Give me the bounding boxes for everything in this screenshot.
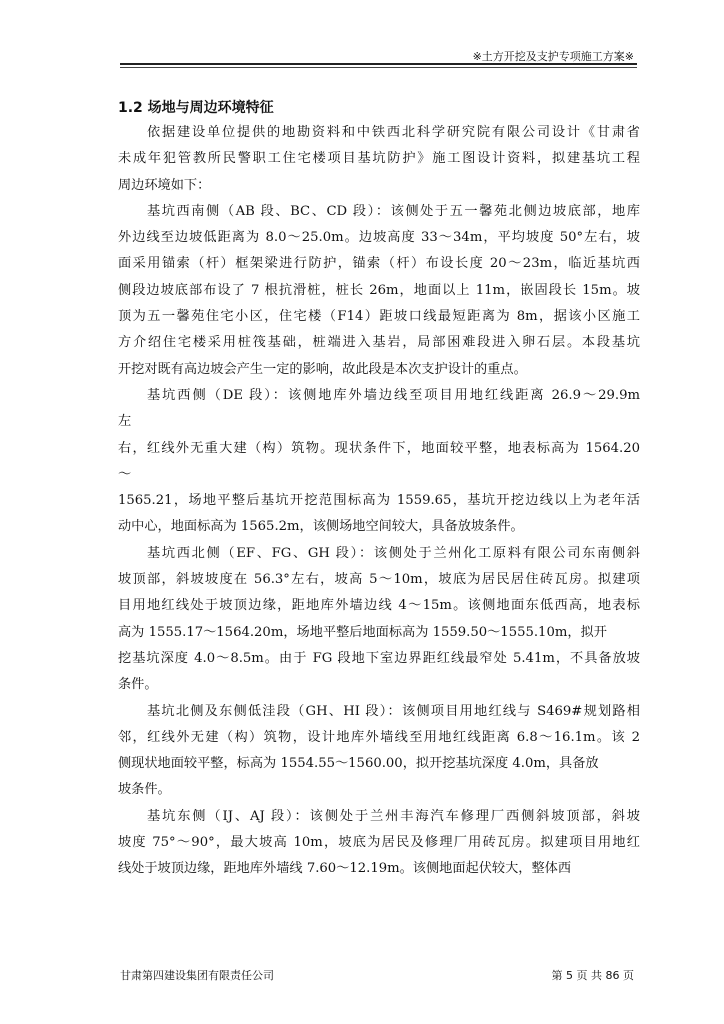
- header-title: ※土方开挖及支护专项施工方案※: [472, 50, 634, 63]
- footer-company: 甘肃第四建设集团有限责任公司: [120, 969, 274, 982]
- text-line: 外边线至边坡低距离为 8.0～25.0m。边坡高度 33～34m，平均坡度 50°左右，坡: [118, 230, 640, 246]
- footer-page-number: 第 5 页 共 86 页: [551, 969, 634, 982]
- text-line: 顶为五一馨苑住宅小区，住宅楼（F14）距坡口线最短距离为 8m，据该小区施工: [118, 309, 640, 325]
- text-line: 高为 1555.17～1564.20m，场地平整后地面标高为 1559.50～1555.10m，拟开: [118, 624, 607, 640]
- text-line: 侧现状地面较平整，标高为 1554.55～1560.00，拟开挖基坑深度 4.0m，具备放: [118, 756, 599, 772]
- text-line: 目用地红线处于坡顶边缘，距地库外墙边线 4～15m。该侧地面东低西高，地表标: [118, 598, 640, 614]
- text-line: 坡条件。: [118, 782, 171, 798]
- text-line: 坡顶部，斜坡坡度在 56.3°左右，坡高 5～10m，坡底为居民居住砖瓦房。拟建项: [118, 572, 640, 588]
- text-line: 动中心，地面标高为 1565.2m，该侧场地空间较大，具备放坡条件。: [118, 519, 524, 535]
- header-rule-thin: [120, 67, 637, 68]
- text-line: 未成年犯管教所民警职工住宅楼项目基坑防护》施工图设计资料，拟建基坑工程: [118, 151, 640, 167]
- text-line: 周边环境如下：: [118, 177, 211, 193]
- text-line: 基坑西南侧（AB 段、BC、CD 段）：该侧处于五一馨苑北侧边坡底部，地库: [147, 203, 640, 219]
- text-line: 开挖对既有高边坡会产生一定的影响，故此段是本次支护设计的重点。: [118, 361, 527, 377]
- text-line: 线处于坡顶边缘，距地库外墙线 7.60～12.19m。该侧地面起伏较大，整体西: [118, 861, 572, 877]
- header-rule: [120, 63, 637, 65]
- section-heading: 1.2 场地与周边环境特征: [118, 100, 274, 116]
- text-line: 基坑西北侧（EF、FG、GH 段）：该侧处于兰州化工原料有限公司东南侧斜: [147, 545, 640, 561]
- text-line: ～: [118, 466, 132, 482]
- text-line: 基坑西侧（DE 段）：该侧地库外墙边线至项目用地红线距离 26.9～29.9m: [147, 387, 640, 403]
- text-line: 依据建设单位提供的地勘资料和中铁西北科学研究院有限公司设计《甘肃省: [147, 125, 640, 140]
- main-content: [118, 98, 640, 883]
- text-line: 邻，红线外无建（构）筑物，设计地库外墙线至用地红线距离 6.8～16.1m。该 2: [118, 729, 640, 745]
- text-line: 侧段边坡底部布设了 7 根抗滑桩，桩长 26m，地面以上 11m，嵌固段长 15m。坡: [118, 282, 640, 298]
- text-line: 右，红线外无重大建（构）筑物。现状条件下，地面较平整，地表标高为 1564.20: [118, 440, 640, 456]
- text-line: 坡度 75°～90°，最大坡高 10m，坡底为居民及修理厂用砖瓦房。拟建项目用地红: [118, 835, 640, 851]
- text-line: 挖基坑深度 4.0～8.5m。由于 FG 段地下室边界距红线最窄处 5.41m，不具备放坡: [118, 650, 640, 666]
- text-line: 面采用锚索（杆）框架梁进行防护，锚索（杆）布设长度 20～23m，临近基坑西: [118, 256, 640, 272]
- text-line: 基坑北侧及东侧低洼段（GH、HI 段）：该侧项目用地红线与 S469#规划路相: [147, 703, 640, 719]
- text-line: 方介绍住宅楼采用桩筏基础，桩端进入基岩，局部困难段进入卵石层。本段基坑: [118, 335, 640, 351]
- text-line: 左: [118, 414, 132, 430]
- text-line: 条件。: [118, 677, 158, 693]
- text-line: 1565.21，场地平整后基坑开挖范围标高为 1559.65，基坑开挖边线以上为老年活: [118, 493, 640, 509]
- text-line: 基坑东侧（IJ、AJ 段）：该侧处于兰州丰海汽车修理厂西侧斜坡顶部，斜坡: [147, 808, 640, 824]
